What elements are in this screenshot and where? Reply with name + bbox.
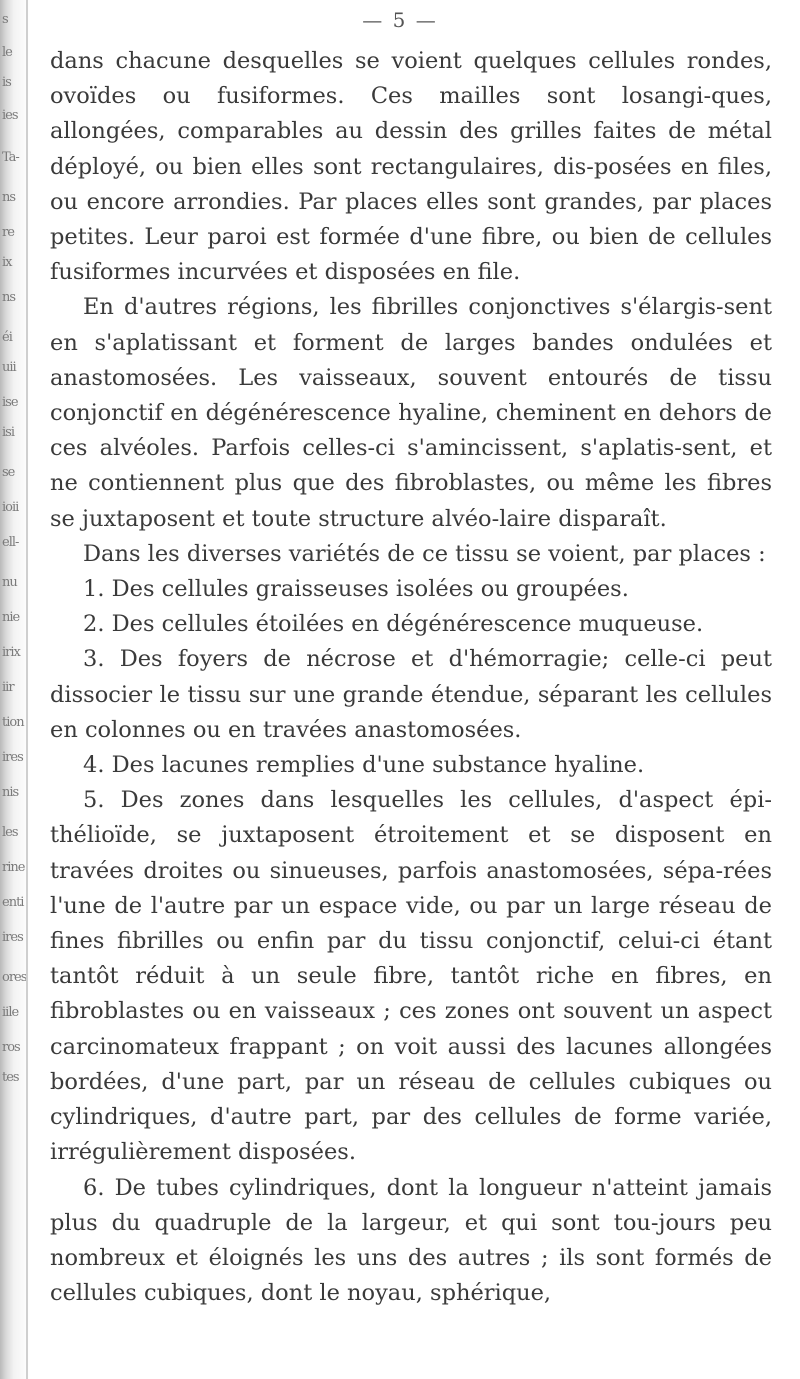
margin-fragment: éi	[2, 330, 12, 345]
margin-fragment: ns	[2, 290, 16, 305]
margin-fragment: re	[2, 225, 14, 240]
paragraph-fibrilles: En d'autres régions, les fibrilles conjonctives s'élargis-sent en s'aplatissant et forment de larges bandes ondulées et anastomosées. Les vaisseaux, souvent entourés de tissu conjonctif en dégénérescence hyaline, cheminent en dehors de ces alvéoles. Parfois celles-ci s'amincissent, s'aplatis-sent, et ne contiennent plus que des fibroblastes, ou même les fibres se juxtaposent et toute structure alvéo-laire disparaît.	[50, 294, 772, 532]
margin-fragment: ise	[2, 395, 18, 410]
page-number: — 5 —	[362, 8, 438, 32]
margin-fragment: se	[2, 465, 15, 480]
body-text	[50, 44, 772, 1311]
list-item-1: 1. Des cellules graisseuses isolées ou groupées.	[83, 576, 629, 603]
margin-fragment: is	[2, 75, 11, 90]
margin-fragment: iir	[2, 680, 14, 695]
list-item-2: 2. Des cellules étoilées en dégénérescence muqueuse.	[83, 611, 704, 638]
margin-fragment: les	[2, 825, 18, 840]
binding-rule	[26, 0, 28, 1379]
margin-fragment: enti	[2, 895, 24, 910]
list-item-6: 6. De tubes cylindriques, dont la longueur n'atteint jamais plus du quadruple de la largeur, et qui sont tou-jours peu nombreux et éloignés les uns des autres ; ils sont formés de cellules cubiques, dont le noyau, sphérique,	[50, 1174, 772, 1307]
margin-fragment: ires	[2, 930, 23, 945]
margin-fragment: tion	[2, 715, 24, 730]
margin-fragment: le	[2, 45, 12, 60]
margin-fragment: nu	[2, 575, 17, 590]
margin-fragment: isi	[2, 425, 14, 440]
margin-fragment: nie	[2, 610, 20, 625]
margin-fragment: iile	[2, 1005, 19, 1020]
margin-fragment: irix	[2, 645, 20, 660]
list-item-3: 3. Des foyers de nécrose et d'hémorragie; celle-ci peut dissocier le tissu sur une grande étendue, séparant les cellules en colonnes ou en travées anastomosées.	[50, 646, 772, 743]
list-item-4: 4. Des lacunes remplies d'une substance hyaline.	[83, 752, 645, 779]
margin-fragment: nis	[2, 785, 19, 800]
margin-fragment: ell-	[2, 535, 19, 550]
margin-fragment: ires	[2, 750, 23, 765]
margin-fragment: Ta-	[2, 150, 19, 165]
margin-fragment: ies	[2, 108, 18, 123]
margin-fragment: ix	[2, 255, 12, 270]
margin-fragment: ores	[2, 970, 26, 985]
margin-fragment: ros	[2, 1040, 20, 1055]
margin-fragment: rine	[2, 860, 25, 875]
margin-fragment: ns	[2, 190, 16, 205]
margin-fragment: uii	[2, 360, 16, 375]
paragraph-varietes: Dans les diverses variétés de ce tissu se voient, par places :	[83, 540, 766, 567]
list-item-5: 5. Des zones dans lesquelles les cellules, d'aspect épi-thélioïde, se juxtaposent étroitement et se disposent en travées droites ou sinueuses, parfois anastomosées, sépa-rées l'une de l'autre par un espace vide, ou par un large réseau de fines fibrilles ou enfin par du tissu conjonctif, celui-ci étant tantôt réduit à un seule fibre, tantôt riche en fibres, en fibroblastes ou en vaisseaux ; ces zones ont souvent un aspect carcinomateux frappant ; on voit aussi des lacunes allongées bordées, d'une part, par un réseau de cellules cubiques ou cylindriques, d'autre part, par des cellules de forme variée, irrégulièrement disposées.	[50, 787, 772, 1166]
paragraph-continuation: dans chacune desquelles se voient quelques cellules rondes, ovoïdes ou fusiformes. Ces mailles sont losangi-ques, allongées, comparables au dessin des grilles faites de métal déployé, ou bien elles sont rectangulaires, dis-posées en files, ou encore arrondies. Par places elles sont grandes, par places petites. Leur paroi est formée d'une fibre, ou bien de cellules fusiformes incurvées et disposées en file.	[50, 48, 772, 286]
margin-fragment: ioii	[2, 500, 19, 515]
margin-fragment: s	[2, 12, 8, 27]
margin-fragment: tes	[2, 1070, 19, 1085]
